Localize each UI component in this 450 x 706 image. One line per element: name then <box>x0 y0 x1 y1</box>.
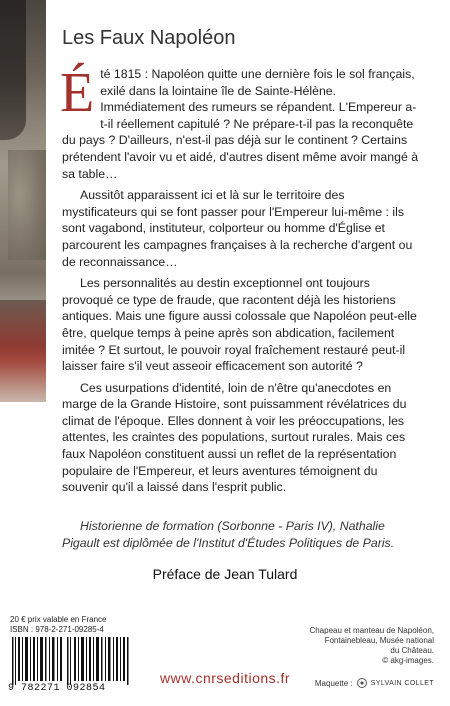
cover-photo-strip <box>0 0 46 402</box>
book-title: Les Faux Napoléon <box>62 27 236 49</box>
studio-logo-icon <box>357 678 367 688</box>
paragraph-1 <box>60 62 422 182</box>
preface-line: Préface de Jean Tulard <box>152 566 298 582</box>
drop-cap: É <box>60 62 95 124</box>
author-bio: Historienne de formation (Sorbonne - Paris IV), Nathalie Pigault est diplômée de l'Institut d'Études Politiques de Paris. <box>62 519 395 550</box>
paragraph-3: Les personnalités au destin exceptionnel ont toujours provoqué ce type de fraude, que racontent déjà les historiens antiques. Mais une figure aussi colossale que Napoléon peut-elle être, quelque temps à peine après son abdication, facilement imitée ? Et surtout, le pouvoir royal fraîchement restauré peut-il laisser faire s'il veut asseoir efficacement son autorité ? <box>62 276 417 374</box>
barcode-digits: 9 782271 092854 <box>8 683 106 694</box>
isbn-text: ISBN : 978-2-271-09285-4 <box>10 625 104 634</box>
barcode-image <box>12 637 130 685</box>
blurb-text <box>60 62 422 501</box>
credit-line-4: © akg-images. <box>382 656 434 665</box>
credit-line-3: du Château. <box>390 646 434 655</box>
credit-line-2: Fontainebleau, Musée national <box>324 636 434 645</box>
coat-shape <box>8 150 46 260</box>
design-credit <box>315 678 434 688</box>
chair-shape <box>0 300 46 402</box>
paragraph-4: Ces usurpations d'identité, loin de n'être qu'anecdotes en marge de la Grande Histoire, sont puissamment révélatrices du climat de l'époque. Elles donnent à voir les préoccupations, les attentes, les craintes des populations, surtout rurales. Mais ces faux Napoléon constituent aussi un reflet de la représentation populaire de l'Empereur, et leurs aventures témoignent du souvenir qu'il a laissé dans l'esprit public. <box>62 380 407 495</box>
publisher-website-link[interactable]: www.cnrseditions.fr <box>160 670 291 686</box>
photo-credit <box>284 626 434 666</box>
paragraph-2: Aussitôt apparaissent ici et là sur le territoire des mystificateurs qui se font passer pour l'Empereur lui-même : ils sont vagabond, instituteur, colporteur ou homme d'Église et parcourent les campagnes françaises à la recherche d'argent ou de reconnaissance… <box>62 188 413 269</box>
hat-shape <box>0 0 26 140</box>
price-block <box>10 615 107 635</box>
credit-line-1: Chapeau et manteau de Napoléon, <box>309 626 434 635</box>
studio-name: SYLVAIN COLLET <box>370 679 434 687</box>
price-text: 20 € prix valable en France <box>10 615 107 624</box>
paragraph-1-text: té 1815 : Napoléon quitte une dernière fois le sol français, exilé dans la lointaine île de Sainte-Hélène. Immédiatement des rumeurs se répandent. L'Empereur a-t-il réellement capitulé ? Ne prépare-t-il pas la reconquête du pays ? D'ailleurs, n'est-il pas déjà sur le continent ? Certains prétendent l'avoir vu et aidé, d'autres disent même avoir mangé à sa table… <box>62 67 419 181</box>
maquette-label: Maquette : <box>314 678 353 688</box>
